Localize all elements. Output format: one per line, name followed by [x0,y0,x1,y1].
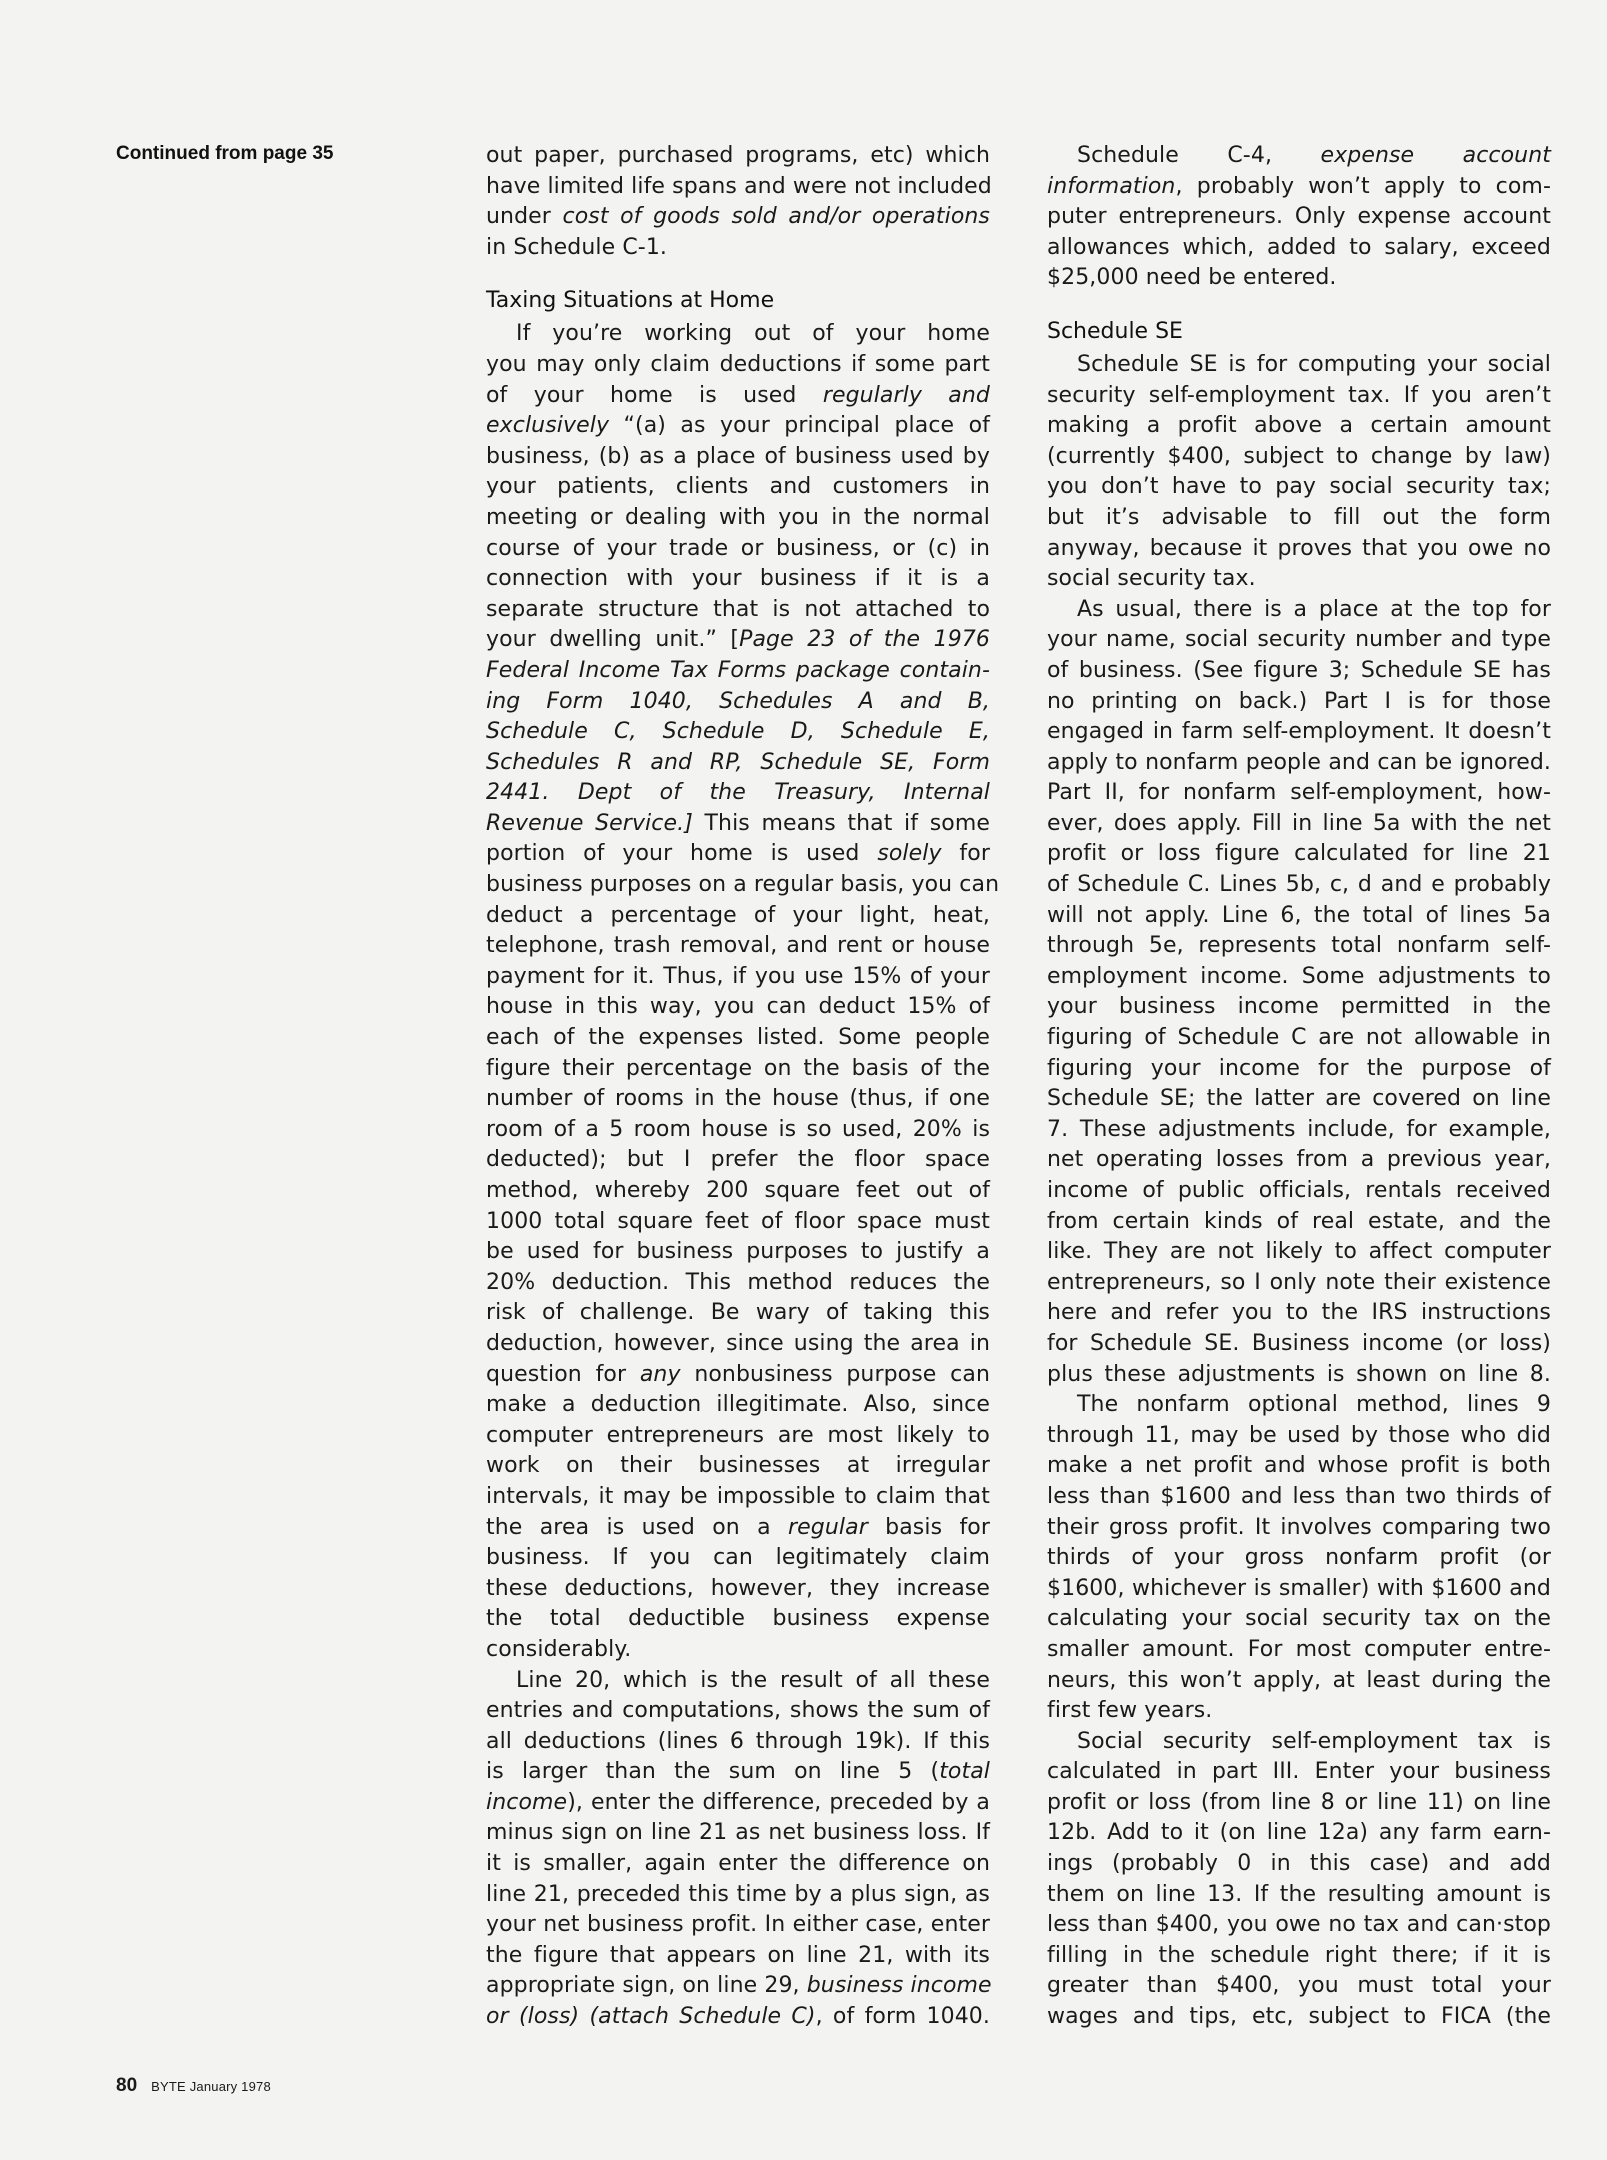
text-line: security self-employment tax. If you aren’t [1047,382,1551,408]
text-line: entries and computations, shows the sum of [486,1698,990,1724]
text-line: deduction, however, since using the area in [486,1330,990,1356]
text-line: work on their businesses at irregular [486,1453,990,1479]
text-line: of your home is used regularly and [486,382,990,408]
text-line: it is smaller, again enter the difference on [486,1851,990,1877]
text-line: computer entrepreneurs are most likely to [486,1422,990,1448]
text-line: Line 20, which is the result of all these [516,1667,990,1693]
text-line: appropriate sign, on line 29, business income [486,1973,992,1999]
section-heading: Taxing Situations at Home [486,288,775,314]
text-line: thirds of your gross nonfarm profit (or [1047,1545,1551,1571]
text-line: Federal Income Tax Forms package contain- [486,657,990,683]
text-line: here and refer you to the IRS instructions [1047,1300,1551,1326]
text-line: ever, does apply. Fill in line 5a with the net [1047,810,1551,836]
text-line: Social security self-employment tax is [1077,1728,1551,1754]
text-line: engaged in farm self-employment. It doesn’t [1047,719,1551,745]
text-line: room of a 5 room house is so used, 20% is [486,1116,990,1142]
text-line: number of rooms in the house (thus, if one [486,1086,990,1112]
text-line: through 11, may be used by those who did [1047,1422,1551,1448]
text-line: net operating losses from a previous year, [1047,1147,1551,1173]
text-line: is larger than the sum on line 5 (total [486,1759,990,1785]
text-line: no printing on back.) Part I is for those [1047,688,1551,714]
text-line: deducted); but I prefer the floor space [486,1147,990,1173]
text-line: these deductions, however, they increase [486,1575,990,1601]
text-line: like. They are not likely to affect computer [1047,1239,1551,1265]
text-line: their gross profit. It involves comparing two [1047,1514,1551,1540]
text-line: greater than $400, you must total your [1047,1973,1551,1999]
text-line: out paper, purchased programs, etc) which [486,143,990,168]
text-line: $25,000 need be entered. [1047,265,1337,291]
text-line: If you’re working out of your home [516,321,990,347]
text-line: entrepreneurs, so I only note their existence [1047,1269,1551,1295]
text-line: under cost of goods sold and/or operations [486,204,990,230]
text-line: will not apply. Line 6, the total of lines 5a [1047,902,1551,928]
text-line: line 21, preceded this time by a plus sign, as [486,1881,990,1907]
text-line: intervals, it may be impossible to claim that [486,1483,990,1509]
text-line: ing Form 1040, Schedules A and B, [486,688,990,714]
text-line: the area is used on a regular basis for [486,1514,991,1540]
text-line: but it’s advisable to fill out the form [1047,504,1551,530]
text-line: have limited life spans and were not included [486,173,992,199]
text-line: risk of challenge. Be wary of taking this [486,1300,990,1326]
page-footer [116,2075,271,2097]
text-line: the figure that appears on line 21, with its [486,1942,990,1968]
text-line: calculated in part III. Enter your business [1047,1759,1551,1785]
text-line: 12b. Add to it (on line 12a) any farm earn- [1047,1820,1551,1846]
text-line: apply to nonfarm people and can be ignored. [1047,749,1551,775]
text-line: filling in the schedule right there; if it is [1047,1942,1551,1968]
text-line: of business. (See figure 3; Schedule SE has [1047,657,1551,683]
text-line: or (loss) (attach Schedule C), of form 1040. [486,2004,990,2030]
section-heading: Schedule SE [1047,318,1183,344]
text-line: figure their percentage on the basis of the [486,1055,990,1081]
text-line: meeting or dealing with you in the normal [486,504,990,530]
text-line: question for any nonbusiness purpose can [486,1361,990,1387]
text-line: Schedules R and RP, Schedule SE, Form [486,749,990,775]
text-line: Schedule SE is for computing your social [1077,351,1551,377]
text-line: from certain kinds of real estate, and the [1047,1208,1551,1234]
text-line: puter entrepreneurs. Only expense account [1047,204,1551,230]
text-line: deduct a percentage of your light, heat, [486,902,990,928]
text-line: employment income. Some adjustments to [1047,963,1551,989]
text-line: in Schedule C-1. [486,234,668,260]
text-line: social security tax. [1047,566,1256,592]
section-spacer [1047,294,1551,314]
text-line: your business income permitted in the [1047,994,1551,1020]
text-line: ings (probably 0 in this case) and add [1047,1851,1551,1877]
text-line: each of the expenses listed. Some people [486,1025,990,1051]
text-line: portion of your home is used solely for [486,841,990,867]
text-line: profit or loss figure calculated for line 21 [1047,841,1551,867]
continued-from-label: Continued from page 35 [116,143,334,164]
text-line: connection with your business if it is a [486,566,990,592]
text-line: wages and tips, etc, subject to FICA (the [1047,2004,1551,2030]
text-line: smaller amount. For most computer entre- [1047,1636,1551,1662]
text-line: for Schedule SE. Business income (or loss) [1047,1330,1551,1356]
text-line: income of public officials, rentals received [1047,1178,1551,1203]
text-line: business. If you can legitimately claim [486,1545,990,1571]
text-line: through 5e, represents total nonfarm self- [1047,933,1551,959]
text-line: profit or loss (from line 8 or line 11) on line [1047,1789,1551,1815]
text-line: calculating your social security tax on the [1047,1606,1551,1632]
text-line: the total deductible business expense [486,1606,990,1632]
text-line: make a deduction illegitimate. Also, since [486,1392,990,1418]
text-line: $1600, whichever is smaller) with $1600 and [1047,1575,1551,1601]
text-line: Schedule C-4, expense account [1077,143,1551,168]
text-line: figuring of Schedule C are not allowable in [1047,1025,1551,1051]
text-line: business, (b) as a place of business used by [486,443,990,469]
text-line: allowances which, added to salary, exceed [1047,234,1551,260]
text-line: plus these adjustments is shown on line 8. [1047,1361,1551,1387]
text-line: income), enter the difference, preceded by a [486,1789,990,1815]
text-line: exclusively “(a) as your principal place of [486,413,990,439]
text-line: separate structure that is not attached to [486,596,990,622]
publication-info: BYTE January 1978 [151,2079,271,2094]
text-line: Part II, for nonfarm self-employment, how- [1047,780,1551,806]
text-line: your net business profit. In either case, enter [486,1912,990,1938]
text-line: them on line 13. If the resulting amount is [1047,1881,1551,1907]
text-line: method, whereby 200 square feet out of [486,1178,990,1203]
page-number: 80 [116,2075,138,2096]
text-line: course of your trade or business, or (c) in [486,535,990,561]
text-line: your dwelling unit.” [Page 23 of the 1976 [486,627,991,653]
text-line: information, probably won’t apply to com- [1047,173,1551,199]
text-line: you don’t have to pay social security tax; [1047,474,1551,500]
text-line: 20% deduction. This method reduces the [486,1269,990,1295]
text-line: Revenue Service.] This means that if some [486,810,990,836]
text-line: less than $400, you owe no tax and can·stop [1047,1912,1551,1938]
text-line: less than $1600 and less than two thirds of [1047,1483,1551,1509]
article-column-middle [486,141,1000,2033]
text-line: Schedule C, Schedule D, Schedule E, [486,719,990,745]
text-line: all deductions (lines 6 through 19k). If this [486,1728,990,1754]
text-line: making a profit above a certain amount [1047,413,1551,439]
text-line: your name, social security number and type [1047,627,1551,653]
text-line: 1000 total square feet of floor space must [486,1208,990,1234]
article-column-right [1047,141,1551,2033]
text-line: anyway, because it proves that you owe no [1047,535,1551,561]
text-line: your patients, clients and customers in [486,474,990,500]
text-line: you may only claim deductions if some part [486,351,990,377]
text-line: figuring your income for the purpose of [1047,1055,1551,1081]
text-line: (currently $400, subject to change by law) [1047,443,1551,469]
text-line: 2441. Dept of the Treasury, Internal [486,780,990,806]
text-line: business purposes on a regular basis, you can [486,872,1000,898]
text-line: make a net profit and whose profit is both [1047,1453,1551,1479]
text-line: As usual, there is a place at the top for [1077,596,1551,622]
text-line: 7. These adjustments include, for example, [1047,1116,1551,1142]
text-line: Schedule SE; the latter are covered on line [1047,1086,1551,1112]
text-line: house in this way, you can deduct 15% of [486,994,990,1020]
text-line: neurs, this won’t apply, at least during the [1047,1667,1551,1693]
text-line: considerably. [486,1636,632,1662]
text-line: telephone, trash removal, and rent or house [486,933,990,959]
text-line: The nonfarm optional method, lines 9 [1077,1392,1551,1418]
text-line: first few years. [1047,1698,1213,1724]
text-line: be used for business purposes to justify a [486,1239,990,1265]
text-line: of Schedule C. Lines 5b, c, d and e probably [1047,872,1551,898]
text-line: minus sign on line 21 as net business loss. If [486,1820,990,1846]
section-spacer [486,263,990,283]
text-line: payment for it. Thus, if you use 15% of your [486,963,990,989]
